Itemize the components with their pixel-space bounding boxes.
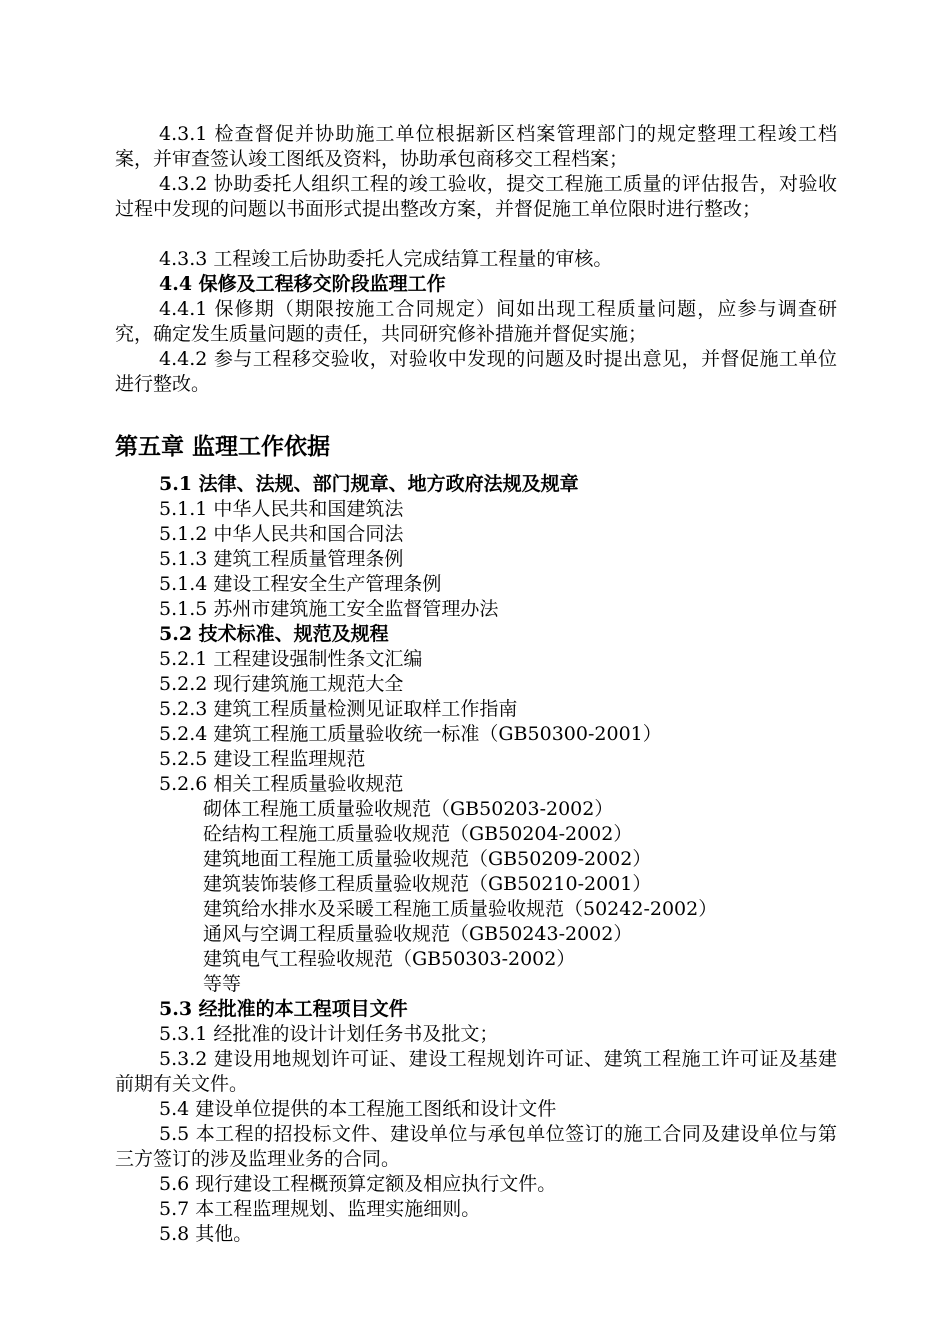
sub-item-standard: 通风与空调工程质量验收规范（GB50243-2002）	[203, 923, 633, 945]
paragraph-4-3-1: 4.3.1 检查督促并协助施工单位根据新区档案管理部门的规定整理工程竣工档案，并审查签认竣工图纸及资料，协助承包商移交工程档案；	[115, 123, 837, 170]
sub-item-etc: 等等	[203, 973, 242, 995]
heading-5-2: 5.2 技术标准、规范及规程	[159, 623, 389, 645]
chapter-title: 第五章 监理工作依据	[115, 433, 331, 460]
paragraph-4-3-2: 4.3.2 协助委托人组织工程的竣工验收，提交工程施工质量的评估报告，对验收过程中发现的问题以书面形式提出整改方案，并督促施工单位限时进行整改；	[115, 173, 837, 220]
list-item-5-7: 5.7 本工程监理规划、监理实施细则。	[159, 1198, 481, 1220]
list-item-5-1-3: 5.1.3 建筑工程质量管理条例	[159, 548, 404, 570]
list-item-5-2-6: 5.2.6 相关工程质量验收规范	[159, 773, 404, 795]
paragraph-4-3-3: 4.3.3 工程竣工后协助委托人完成结算工程量的审核。	[159, 248, 613, 270]
sub-item-standard: 建筑给水排水及采暖工程施工质量验收规范（50242-2002）	[203, 898, 718, 920]
list-item-5-4: 5.4 建设单位提供的本工程施工图纸和设计文件	[159, 1098, 557, 1120]
heading-5-3: 5.3 经批准的本工程项目文件	[159, 998, 408, 1020]
sub-item-standard: 建筑装饰装修工程质量验收规范（GB50210-2001）	[203, 873, 652, 895]
list-item-5-8: 5.8 其他。	[159, 1223, 253, 1245]
list-item-5-2-5: 5.2.5 建设工程监理规范	[159, 748, 366, 770]
sub-item-standard: 建筑地面工程施工质量验收规范（GB50209-2002）	[203, 848, 652, 870]
paragraph-5-5: 5.5 本工程的招投标文件、建设单位与承包单位签订的施工合同及建设单位与第三方签订的涉及监理业务的合同。	[115, 1123, 837, 1170]
heading-4-4: 4.4 保修及工程移交阶段监理工作	[159, 273, 446, 295]
list-item-5-6: 5.6 现行建设工程概预算定额及相应执行文件。	[159, 1173, 557, 1195]
list-item-5-1-5: 5.1.5 苏州市建筑施工安全监督管理办法	[159, 598, 499, 620]
list-item-5-2-4: 5.2.4 建筑工程施工质量验收统一标准（GB50300-2001）	[159, 723, 662, 745]
list-item-5-3-1: 5.3.1 经批准的设计计划任务书及批文；	[159, 1023, 499, 1045]
list-item-5-2-3: 5.2.3 建筑工程质量检测见证取样工作指南	[159, 698, 518, 720]
list-item-5-1-4: 5.1.4 建设工程安全生产管理条例	[159, 573, 442, 595]
paragraph-5-3-2: 5.3.2 建设用地规划许可证、建设工程规划许可证、建筑工程施工许可证及基建前期有关文件。	[115, 1048, 837, 1095]
sub-item-standard: 砌体工程施工质量验收规范（GB50203-2002）	[203, 798, 614, 820]
sub-item-standard: 建筑电气工程验收规范（GB50303-2002）	[203, 948, 576, 970]
sub-item-standard: 砼结构工程施工质量验收规范（GB50204-2002）	[203, 823, 633, 845]
list-item-5-2-1: 5.2.1 工程建设强制性条文汇编	[159, 648, 423, 670]
list-item-5-1-1: 5.1.1 中华人民共和国建筑法	[159, 498, 404, 520]
paragraph-4-4-1: 4.4.1 保修期（期限按施工合同规定）间如出现工程质量问题，应参与调查研究，确定发生质量问题的责任，共同研究修补措施并督促实施；	[115, 298, 837, 345]
heading-5-1: 5.1 法律、法规、部门规章、地方政府法规及规章	[159, 473, 579, 495]
paragraph-4-4-2: 4.4.2 参与工程移交验收，对验收中发现的问题及时提出意见，并督促施工单位进行整改。	[115, 348, 837, 395]
list-item-5-1-2: 5.1.2 中华人民共和国合同法	[159, 523, 404, 545]
list-item-5-2-2: 5.2.2 现行建筑施工规范大全	[159, 673, 404, 695]
